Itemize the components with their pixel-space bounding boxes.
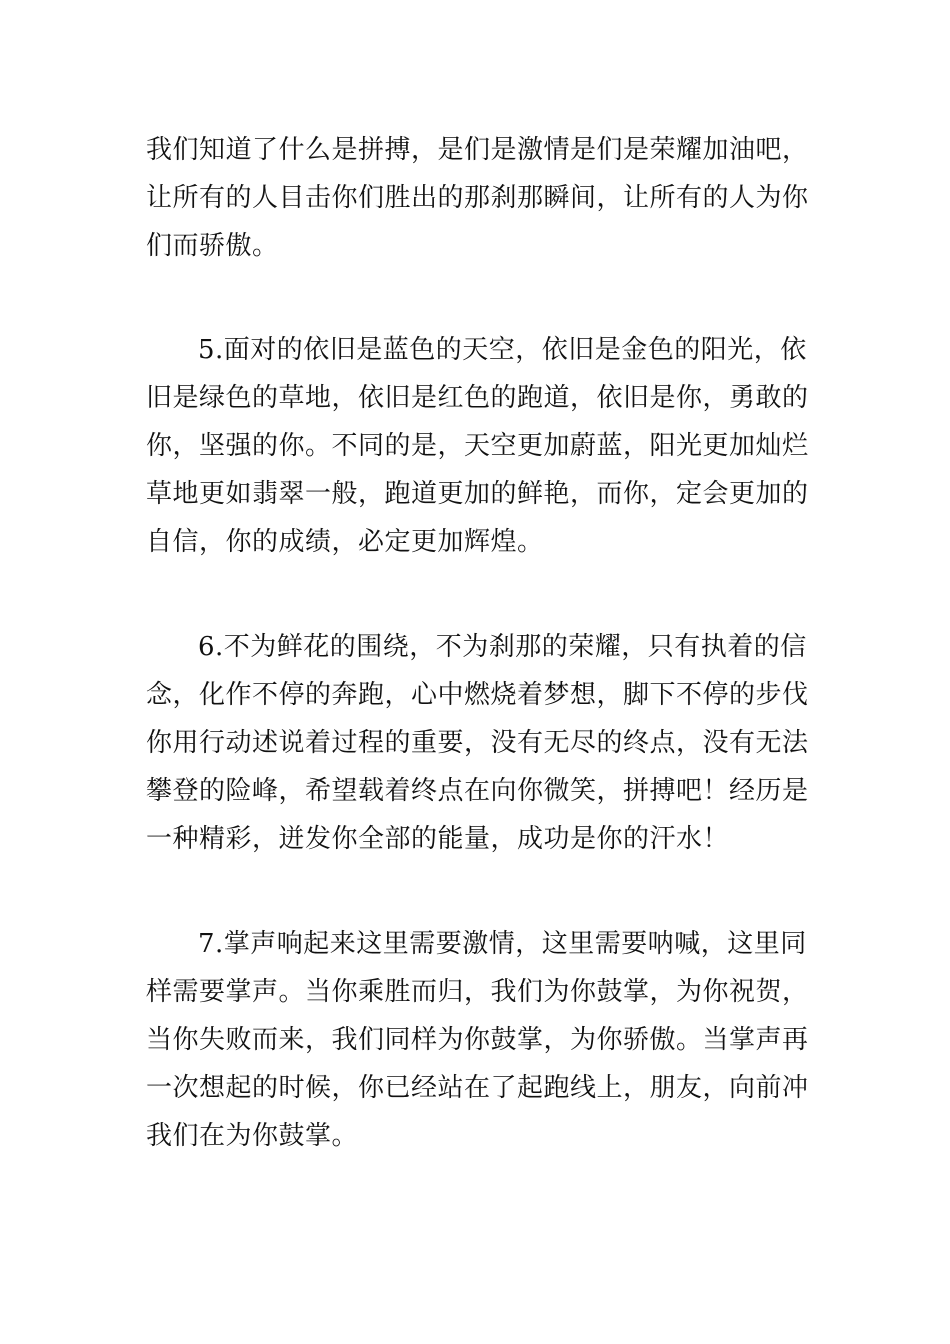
paragraph-line: 攀登的险峰，希望载着终点在向你微笑，拼搏吧！经历是 (146, 776, 809, 806)
paragraph-line: 当你失败而来，我们同样为你鼓掌，为你骄傲。当掌声再 (146, 1025, 809, 1055)
paragraph-line: 念，化作不停的奔跑，心中燃烧着梦想，脚下不停的步伐 (146, 680, 809, 710)
paragraph-line: 你用行动述说着过程的重要，没有无尽的终点，没有无法 (146, 728, 809, 758)
paragraph-line: 7.掌声响起来这里需要激情，这里需要呐喊，这里同 (198, 929, 807, 959)
paragraph-line: 样需要掌声。当你乘胜而归，我们为你鼓掌，为你祝贺， (146, 977, 809, 1007)
paragraph-line: 草地更如翡翠一般，跑道更加的鲜艳，而你，定会更加的 (146, 479, 809, 509)
paragraph-line: 我们知道了什么是拼搏，是们是激情是们是荣耀加油吧， (146, 135, 809, 165)
paragraph-line: 一次想起的时候，你已经站在了起跑线上，朋友，向前冲 (146, 1073, 809, 1103)
paragraph-line: 一种精彩，迸发你全部的能量，成功是你的汗水！ (146, 824, 730, 854)
paragraph-line: 6.不为鲜花的围绕，不为刹那的荣耀，只有执着的信 (198, 632, 807, 662)
paragraph-line: 旧是绿色的草地，依旧是红色的跑道，依旧是你，勇敢的 (146, 383, 809, 413)
paragraph-line: 你，坚强的你。不同的是，天空更加蔚蓝，阳光更加灿烂 (146, 431, 809, 461)
paragraph-line: 5.面对的依旧是蓝色的天空，依旧是金色的阳光，依 (198, 335, 807, 365)
paragraph-line: 我们在为你鼓掌。 (146, 1121, 359, 1151)
paragraph-line: 让所有的人目击你们胜出的那刹那瞬间，让所有的人为你 (146, 183, 809, 213)
paragraph-line: 自信，你的成绩，必定更加辉煌。 (146, 527, 544, 557)
paragraph-line: 们而骄傲。 (146, 231, 279, 261)
